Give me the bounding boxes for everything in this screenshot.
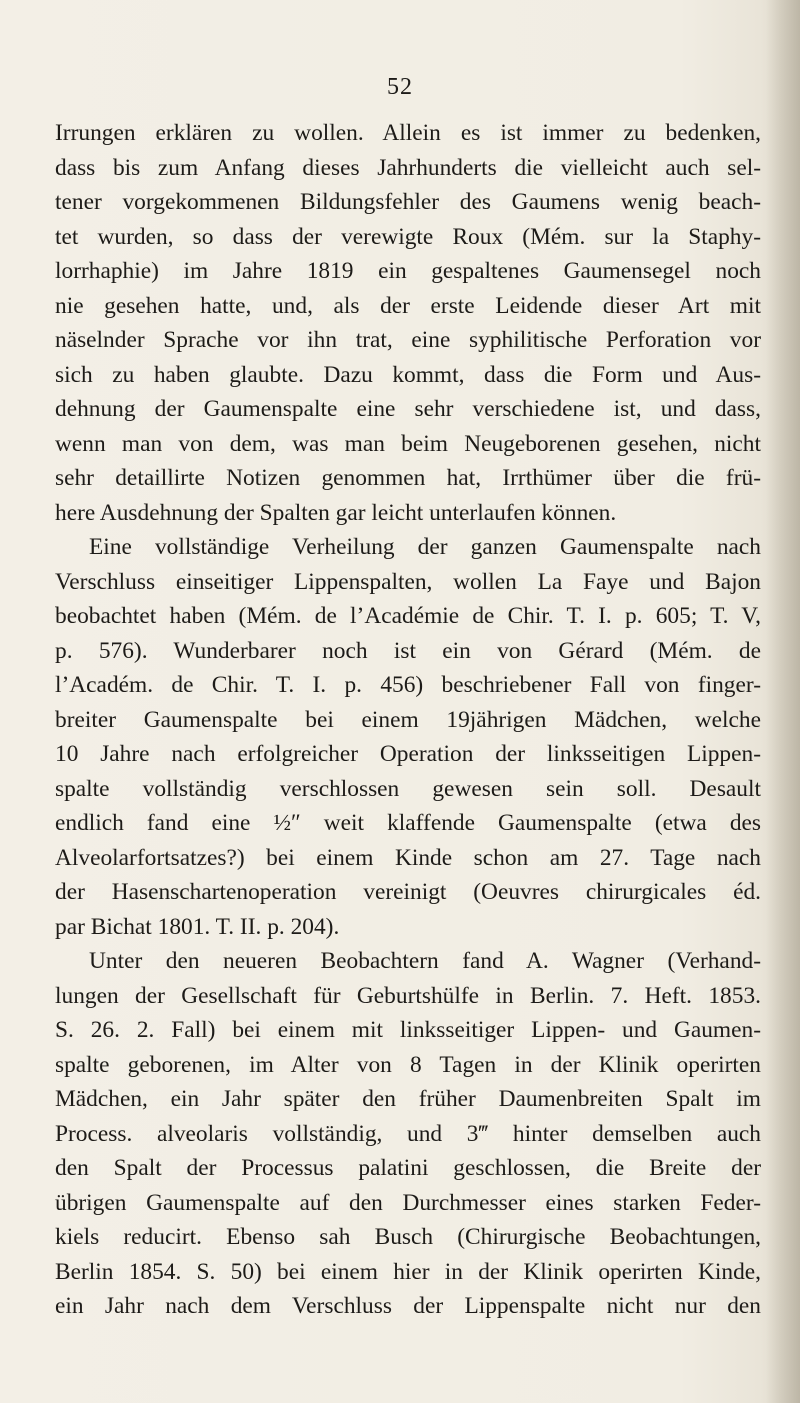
text-line: der Hasenschartenoperation vereinigt (Oeuvres chirurgicales éd. xyxy=(55,879,761,905)
text-line: lungen der Gesellschaft für Geburtshülfe in Berlin. 7. Heft. 1853. xyxy=(55,982,761,1009)
text-line: kiels reducirt. Ebenso sah Busch (Chirurgische Beobachtungen, xyxy=(55,1224,761,1250)
text-line: wenn man von dem, was man beim Neugeborenen gesehen, nicht xyxy=(55,430,761,457)
text-line: lorrhaphie) im Jahre 1819 ein gespaltenes Gaumensegel noch xyxy=(55,258,761,284)
text-line: übrigen Gaumenspalte auf den Durchmesser eines starken Feder- xyxy=(55,1189,761,1216)
text-line: par Bichat 1801. T. II. p. 204). xyxy=(55,913,340,940)
text-line: dass bis zum Anfang dieses Jahrhunderts die vielleicht auch sel- xyxy=(55,154,761,181)
text-line: beobachtet haben (Mém. de l’Académie de Chir. T. I. p. 605; T. V, xyxy=(55,603,761,629)
binding-shadow xyxy=(766,0,800,1403)
text-line: den Spalt der Processus palatini geschlossen, die Breite der xyxy=(55,1155,761,1181)
text-line: Berlin 1854. S. 50) bei einem hier in der Klinik operirten Kinde, xyxy=(55,1258,761,1285)
text-line: S. 26. 2. Fall) bei einem mit linksseitiger Lippen- und Gaumen- xyxy=(55,1017,761,1043)
text-line: Process. alveolaris vollständig, und 3‴ hinter demselben auch xyxy=(55,1120,761,1147)
text-line: spalte vollständig verschlossen gewesen sein soll. Desault xyxy=(55,775,761,802)
text-line: Irrungen erklären zu wollen. Allein es ist immer zu bedenken, xyxy=(55,120,761,146)
text-line: sehr detaillirte Notizen genommen hat, Irrthümer über die frü- xyxy=(55,465,761,491)
text-line: 10 Jahre nach erfolgreicher Operation der linksseitigen Lippen- xyxy=(55,741,761,767)
text-line: here Ausdehnung der Spalten gar leicht unterlaufen können. xyxy=(55,499,617,526)
paragraph-start-line: Eine vollständige Verheilung der ganzen Gaumenspalte nach xyxy=(89,534,761,560)
text-line: Mädchen, ein Jahr später den früher Daumenbreiten Spalt im xyxy=(55,1086,761,1112)
text-line: breiter Gaumenspalte bei einem 19jährigen Mädchen, welche xyxy=(55,706,761,733)
text-line: dehnung der Gaumenspalte eine sehr verschiedene ist, und dass, xyxy=(55,396,761,422)
body-text xyxy=(55,116,761,1324)
text-line: l’Académ. de Chir. T. I. p. 456) beschriebener Fall von finger- xyxy=(55,672,761,698)
text-line: p. 576). Wunderbarer noch ist ein von Gérard (Mém. de xyxy=(55,637,761,664)
text-line: ein Jahr nach dem Verschluss der Lippenspalte nicht nur den xyxy=(55,1293,761,1319)
text-line: endlich fand eine ½″ weit klaffende Gaumenspalte (etwa des xyxy=(55,810,761,836)
page-number: 52 xyxy=(387,74,413,100)
text-line: näselnder Sprache vor ihn trat, eine syphilitische Perforation vor xyxy=(55,327,761,353)
text-line: sich zu haben glaubte. Dazu kommt, dass die Form und Aus- xyxy=(55,361,761,388)
text-line: Verschluss einseitiger Lippenspalten, wollen La Faye und Bajon xyxy=(55,568,761,595)
paragraph-start-line: Unter den neueren Beobachtern fand A. Wagner (Verhand- xyxy=(89,948,761,974)
text-line: spalte geborenen, im Alter von 8 Tagen in der Klinik operirten xyxy=(55,1051,761,1078)
text-line: Alveolarfortsatzes?) bei einem Kinde schon am 27. Tage nach xyxy=(55,844,761,871)
text-line: tet wurden, so dass der verewigte Roux (Mém. sur la Staphy- xyxy=(55,223,761,250)
text-line: nie gesehen hatte, und, als der erste Leidende dieser Art mit xyxy=(55,292,761,319)
text-line: tener vorgekommenen Bildungsfehler des Gaumens wenig beach- xyxy=(55,189,761,215)
